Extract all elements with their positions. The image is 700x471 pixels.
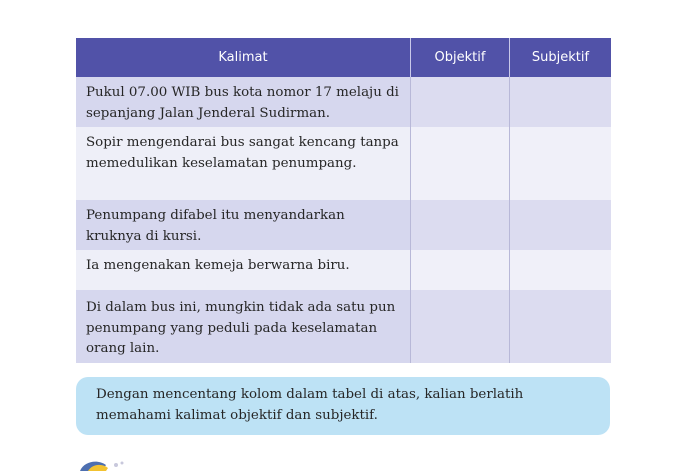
row-subjektif-cell[interactable] [510, 77, 611, 127]
row-subjektif-cell[interactable] [510, 250, 611, 290]
row-subjektif-cell[interactable] [510, 200, 611, 250]
row-kalimat-cell: Pukul 07.00 WIB bus kota nomor 17 melaju di sepanjang Jalan Jenderal Sudirman. [76, 77, 411, 127]
table-row [76, 77, 611, 127]
instruction-note: Dengan mencentang kolom dalam tabel di atas, kalian berlatih memahami kalimat objektif dan subjektif. [76, 377, 610, 435]
row-objektif-cell[interactable] [411, 250, 510, 290]
row-kalimat-cell: Di dalam bus ini, mungkin tidak ada satu pun penumpang yang peduli pada keselamatan orang lain. [76, 290, 411, 363]
row-objektif-cell[interactable] [411, 290, 510, 363]
row-kalimat-cell: Ia mengenakan kemeja berwarna biru. [76, 250, 411, 290]
table-row [76, 127, 611, 200]
row-objektif-cell[interactable] [411, 200, 510, 250]
row-objektif-cell[interactable] [411, 127, 510, 200]
header-kalimat: Kalimat [76, 38, 411, 77]
header-objektif: Objektif [411, 38, 510, 77]
header-subjektif: Subjektif [531, 50, 590, 65]
table-header [76, 38, 611, 77]
row-objektif-cell[interactable] [411, 77, 510, 127]
table-row [76, 290, 611, 363]
row-kalimat-cell: Penumpang difabel itu menyandarkan kruknya di kursi. [76, 200, 411, 250]
logo-icon [78, 457, 142, 471]
row-kalimat-cell: Sopir mengendarai bus sangat kencang tanpa memedulikan keselamatan penumpang. [76, 127, 411, 200]
table-row [76, 250, 611, 290]
row-subjektif-cell[interactable] [510, 290, 611, 363]
row-subjektif-cell[interactable] [510, 127, 611, 200]
kalimat-table [76, 38, 611, 363]
table-row [76, 200, 611, 250]
